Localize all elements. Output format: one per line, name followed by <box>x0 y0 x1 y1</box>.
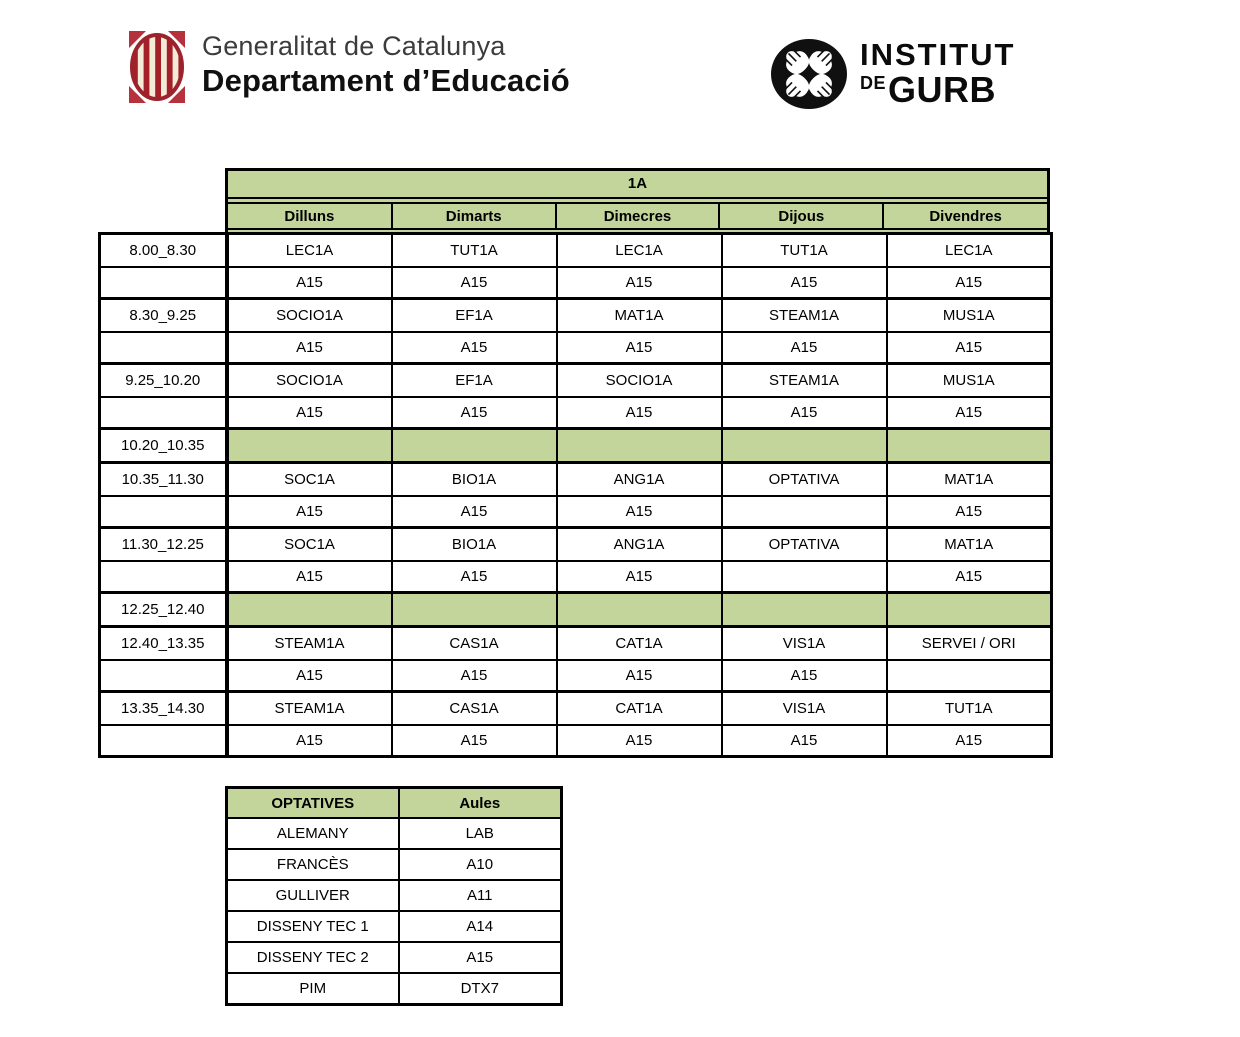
room-cell: A15 <box>557 332 722 364</box>
subject-cell: OPTATIVA <box>722 528 887 562</box>
room-cell: A15 <box>392 397 557 429</box>
time-cell: 11.30_12.25 <box>100 528 227 562</box>
subject-cell: BIO1A <box>392 463 557 497</box>
subject-cell: ANG1A <box>557 463 722 497</box>
room-cell: A15 <box>557 660 722 692</box>
room-cell: A15 <box>722 332 887 364</box>
optative-room-cell: A15 <box>399 942 562 973</box>
institut-gurb-logo-icon <box>770 38 848 110</box>
room-cell: A15 <box>722 725 887 757</box>
optative-row <box>227 849 562 880</box>
time-cell: 12.40_13.35 <box>100 627 227 661</box>
timetable-row <box>100 593 1052 627</box>
room-cell: A15 <box>392 332 557 364</box>
optative-row <box>227 880 562 911</box>
room-cell: A15 <box>557 397 722 429</box>
timetable-row <box>100 627 1052 661</box>
optative-name-cell: DISSENY TEC 1 <box>227 911 399 942</box>
time-cell: 9.25_10.20 <box>100 364 227 398</box>
timetable-row <box>100 332 1052 364</box>
room-cell: A15 <box>227 660 392 692</box>
optative-room-cell: A10 <box>399 849 562 880</box>
subject-cell: ANG1A <box>557 528 722 562</box>
optative-room-cell: A11 <box>399 880 562 911</box>
time-cell: 10.20_10.35 <box>100 429 227 463</box>
room-cell: A15 <box>227 561 392 593</box>
time-cell: 12.25_12.40 <box>100 593 227 627</box>
timetable-row <box>100 528 1052 562</box>
room-cell: A15 <box>227 725 392 757</box>
optative-room-cell: A14 <box>399 911 562 942</box>
room-cell: A15 <box>887 496 1052 528</box>
timetable-row <box>100 561 1052 593</box>
institut-line2 <box>860 69 1016 110</box>
subject-cell: SOC1A <box>227 463 392 497</box>
subject-cell: SOCIO1A <box>227 299 392 333</box>
optative-row <box>227 818 562 849</box>
room-cell: A15 <box>227 267 392 299</box>
time-cell <box>100 332 227 364</box>
subject-cell: MAT1A <box>557 299 722 333</box>
institut-gurb-label: GURB <box>888 69 997 110</box>
room-cell <box>722 561 887 593</box>
room-cell: A15 <box>887 561 1052 593</box>
optatives-table <box>225 786 563 1006</box>
optative-name-cell: PIM <box>227 973 399 1005</box>
break-cell <box>887 429 1052 463</box>
timetable-row <box>100 429 1052 463</box>
time-cell: 8.30_9.25 <box>100 299 227 333</box>
timetable-row <box>100 660 1052 692</box>
time-cell <box>100 725 227 757</box>
break-cell <box>227 593 392 627</box>
subject-cell: SERVEI / ORI <box>887 627 1052 661</box>
time-cell <box>100 561 227 593</box>
optative-name-cell: GULLIVER <box>227 880 399 911</box>
subject-cell: MAT1A <box>887 528 1052 562</box>
subject-cell: LEC1A <box>557 234 722 268</box>
timetable-row <box>100 725 1052 757</box>
institut-line1: INSTITUT <box>860 37 1016 72</box>
day-header-cell: Dilluns <box>228 203 392 229</box>
day-header-row <box>228 203 1047 229</box>
subject-cell: MAT1A <box>887 463 1052 497</box>
subject-cell: SOCIO1A <box>227 364 392 398</box>
room-cell: A15 <box>887 725 1052 757</box>
time-cell <box>100 397 227 429</box>
room-cell: A15 <box>392 267 557 299</box>
room-cell: A15 <box>392 660 557 692</box>
subject-cell: CAT1A <box>557 627 722 661</box>
generalitat-shield-icon <box>128 30 186 104</box>
subject-cell: SOC1A <box>227 528 392 562</box>
optative-row <box>227 973 562 1005</box>
break-cell <box>722 429 887 463</box>
break-cell <box>887 593 1052 627</box>
room-cell: A15 <box>887 332 1052 364</box>
institut-de-label: DE <box>860 73 887 93</box>
gencat-line2: Departament d’Educació <box>202 63 570 98</box>
timetable-row <box>100 234 1052 268</box>
room-cell: A15 <box>392 725 557 757</box>
timetable-row <box>100 397 1052 429</box>
room-cell: A15 <box>887 397 1052 429</box>
optative-room-cell: LAB <box>399 818 562 849</box>
room-cell: A15 <box>887 267 1052 299</box>
subject-cell: LEC1A <box>227 234 392 268</box>
optative-row <box>227 911 562 942</box>
time-cell: 10.35_11.30 <box>100 463 227 497</box>
subject-cell: MUS1A <box>887 364 1052 398</box>
optative-name-cell: ALEMANY <box>227 818 399 849</box>
subject-cell: EF1A <box>392 299 557 333</box>
subject-cell: SOCIO1A <box>557 364 722 398</box>
break-cell <box>392 593 557 627</box>
timetable-row <box>100 299 1052 333</box>
institut-gurb-header <box>770 38 1016 110</box>
subject-cell: CAS1A <box>392 627 557 661</box>
subject-cell: STEAM1A <box>227 627 392 661</box>
day-header-cell: Divendres <box>883 203 1047 229</box>
day-header-cell: Dimarts <box>392 203 556 229</box>
break-cell <box>557 429 722 463</box>
time-cell: 13.35_14.30 <box>100 692 227 726</box>
room-cell: A15 <box>392 561 557 593</box>
class-header <box>225 168 1050 236</box>
room-cell <box>887 660 1052 692</box>
timetable-row <box>100 496 1052 528</box>
time-cell <box>100 267 227 299</box>
subject-cell: CAS1A <box>392 692 557 726</box>
optatives-body <box>227 788 562 1005</box>
subject-cell: TUT1A <box>722 234 887 268</box>
room-cell: A15 <box>227 397 392 429</box>
class-title: 1A <box>228 171 1047 199</box>
room-cell: A15 <box>392 496 557 528</box>
optatives-header-cell: Aules <box>399 788 562 819</box>
subject-cell: CAT1A <box>557 692 722 726</box>
room-cell: A15 <box>557 496 722 528</box>
timetable <box>98 232 1053 758</box>
room-cell: A15 <box>722 397 887 429</box>
timetable-row <box>100 692 1052 726</box>
time-cell <box>100 660 227 692</box>
subject-cell: VIS1A <box>722 692 887 726</box>
room-cell: A15 <box>557 561 722 593</box>
optatives-header-cell: OPTATIVES <box>227 788 399 819</box>
timetable-row <box>100 267 1052 299</box>
room-cell: A15 <box>557 267 722 299</box>
subject-cell: STEAM1A <box>722 299 887 333</box>
break-cell <box>722 593 887 627</box>
time-cell: 8.00_8.30 <box>100 234 227 268</box>
subject-cell: TUT1A <box>392 234 557 268</box>
room-cell: A15 <box>227 496 392 528</box>
subject-cell: LEC1A <box>887 234 1052 268</box>
timetable-row <box>100 463 1052 497</box>
subject-cell: MUS1A <box>887 299 1052 333</box>
room-cell <box>722 496 887 528</box>
room-cell: A15 <box>722 267 887 299</box>
subject-cell: BIO1A <box>392 528 557 562</box>
time-cell <box>100 496 227 528</box>
subject-cell: TUT1A <box>887 692 1052 726</box>
subject-cell: OPTATIVA <box>722 463 887 497</box>
generalitat-header <box>128 30 570 104</box>
subject-cell: STEAM1A <box>722 364 887 398</box>
optative-name-cell: DISSENY TEC 2 <box>227 942 399 973</box>
room-cell: A15 <box>557 725 722 757</box>
day-header-cell: Dimecres <box>556 203 720 229</box>
subject-cell: VIS1A <box>722 627 887 661</box>
optatives-header-row <box>227 788 562 819</box>
optative-room-cell: DTX7 <box>399 973 562 1005</box>
room-cell: A15 <box>227 332 392 364</box>
optative-name-cell: FRANCÈS <box>227 849 399 880</box>
timetable-body <box>100 234 1052 757</box>
subject-cell: EF1A <box>392 364 557 398</box>
timetable-row <box>100 364 1052 398</box>
gencat-line1: Generalitat de Catalunya <box>202 31 506 61</box>
day-header-wrap <box>228 199 1047 233</box>
optative-row <box>227 942 562 973</box>
break-cell <box>557 593 722 627</box>
day-header-cell: Dijous <box>719 203 883 229</box>
break-cell <box>392 429 557 463</box>
room-cell: A15 <box>722 660 887 692</box>
break-cell <box>227 429 392 463</box>
subject-cell: STEAM1A <box>227 692 392 726</box>
